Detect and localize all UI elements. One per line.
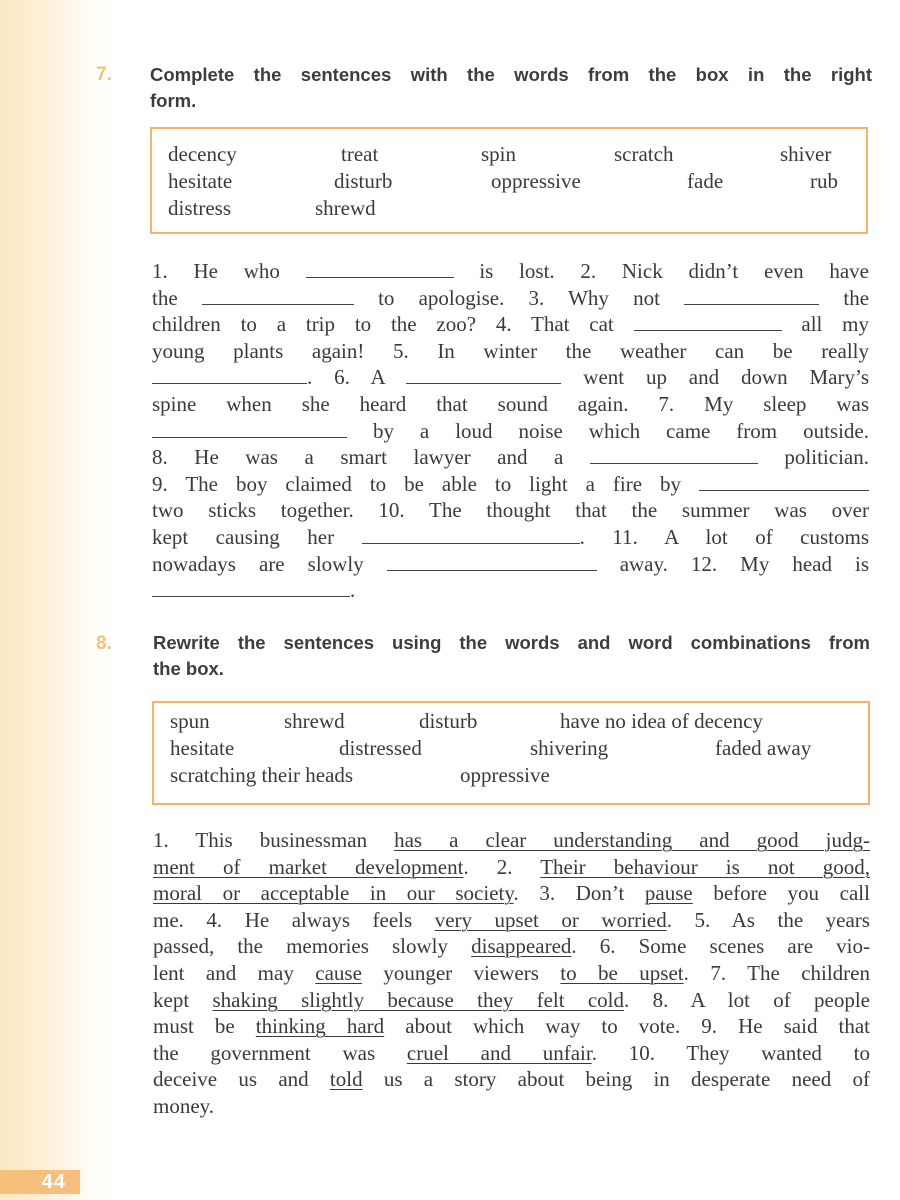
answer-blank[interactable]: [699, 474, 869, 491]
exercise-7-title: [150, 62, 872, 114]
underlined-phrase: very upset or worried: [434, 907, 667, 932]
word-box-item: disturb: [419, 709, 478, 733]
answer-blank[interactable]: [634, 314, 782, 331]
exercise-7-title-line1: Complete the sentences with the words from the box in the right: [150, 64, 872, 85]
underlined-phrase: told: [329, 1067, 363, 1092]
word-box-item: scratching their heads: [170, 763, 354, 787]
word-box-item: hesitate: [168, 169, 233, 193]
answer-blank[interactable]: [387, 554, 597, 571]
exercise-7-number: 7.: [96, 64, 112, 85]
word-box-item: spun: [170, 709, 210, 733]
word-box-item: oppressive: [491, 169, 581, 193]
underlined-phrase: has a clear understanding and good judg-: [394, 828, 870, 852]
answer-blank[interactable]: [202, 288, 354, 305]
answer-blank[interactable]: [684, 288, 819, 305]
answer-blank[interactable]: [306, 261, 454, 278]
answer-blank[interactable]: [152, 421, 347, 438]
underlined-phrase: pause: [644, 881, 693, 906]
word-box-item: distressed: [339, 736, 422, 760]
answer-blank[interactable]: [362, 527, 580, 544]
word-box-item: disturb: [334, 169, 393, 193]
word-box-item: shrewd: [284, 709, 345, 733]
word-box-item: oppressive: [460, 763, 550, 787]
underlined-phrase: cruel and unfair: [406, 1040, 592, 1065]
word-box-item: have no idea of decency: [560, 709, 763, 733]
exercise-8-number: 8.: [96, 633, 112, 654]
word-box-item: fade: [687, 169, 724, 193]
exercise-8-sentences: 1. This businessman has a clear understanding and good judg- ment of market development. 2. Their behaviour is not good, moral or acceptable in our society. 3. Don’t pause before you call me. 4. He always feels very upset or worried. 5. As the years passed, the memories slowly disappeared. 6. Some scenes are vio- lent and may cause younger viewers to be upset. 7. The children kept shaking slightly because they felt cold. 8. A lot of people must be thinking hard about which way to vote. 9. He said that the government was cruel and unfair. 10. They wanted to deceive us and told us a story about being in desperate need of money.: [153, 828, 870, 1118]
underlined-phrase: moral or acceptable in our society: [153, 881, 514, 906]
answer-blank[interactable]: [590, 447, 758, 464]
underlined-phrase: ment of market development: [153, 854, 464, 879]
word-box-item: distress: [168, 196, 231, 220]
word-box-item: faded away: [715, 736, 812, 760]
word-box-item: shiver: [780, 142, 832, 166]
word-box-item: shrewd: [315, 196, 376, 220]
exercise-7-sentences: 1. He who is lost. 2. Nick didn’t even have the to apologise. 3. Why not the children to a trip to the zoo? 4. That cat all my young plants again! 5. In winter the weather can be really . 6. A went up and down Mary’s spine when she heard that sound again. 7. My sleep was by a loud noise which came from outside. 8. He was a smart lawyer and a politician. 9. The boy claimed to be able to light a fire by two sticks together. 10. The thought that the summer was over kept causing her . 11. A lot of customs nowadays are slowly away. 12. My head is .: [152, 259, 870, 603]
underlined-phrase: cause: [315, 960, 362, 985]
word-box-item: shivering: [530, 736, 609, 760]
underlined-phrase: Their behaviour is not good,: [540, 854, 870, 879]
underlined-phrase: thinking hard: [255, 1014, 385, 1039]
exercise-8-title-line1: Rewrite the sentences using the words and word combinations from: [153, 632, 870, 653]
page-number: 44: [0, 1170, 80, 1194]
word-box-item: hesitate: [170, 736, 235, 760]
answer-blank[interactable]: [406, 367, 561, 384]
answer-blank[interactable]: [152, 367, 307, 384]
word-box-item: spin: [481, 142, 517, 166]
exercise-7-title-line2: form.: [150, 90, 197, 111]
word-box-item: treat: [341, 142, 379, 166]
underlined-phrase: to be upset: [560, 960, 684, 985]
underlined-phrase: shaking slightly because they felt cold: [212, 987, 625, 1012]
exercise-7-word-box: [150, 127, 868, 234]
word-box-item: decency: [168, 142, 237, 166]
word-box-item: rub: [810, 169, 838, 193]
exercise-8-title: [153, 630, 870, 682]
exercise-8-title-line2: the box.: [153, 658, 224, 679]
answer-blank[interactable]: [152, 580, 350, 597]
underlined-phrase: disappeared: [471, 934, 572, 959]
exercise-8-word-box: [152, 701, 870, 805]
word-box-item: scratch: [614, 142, 674, 166]
